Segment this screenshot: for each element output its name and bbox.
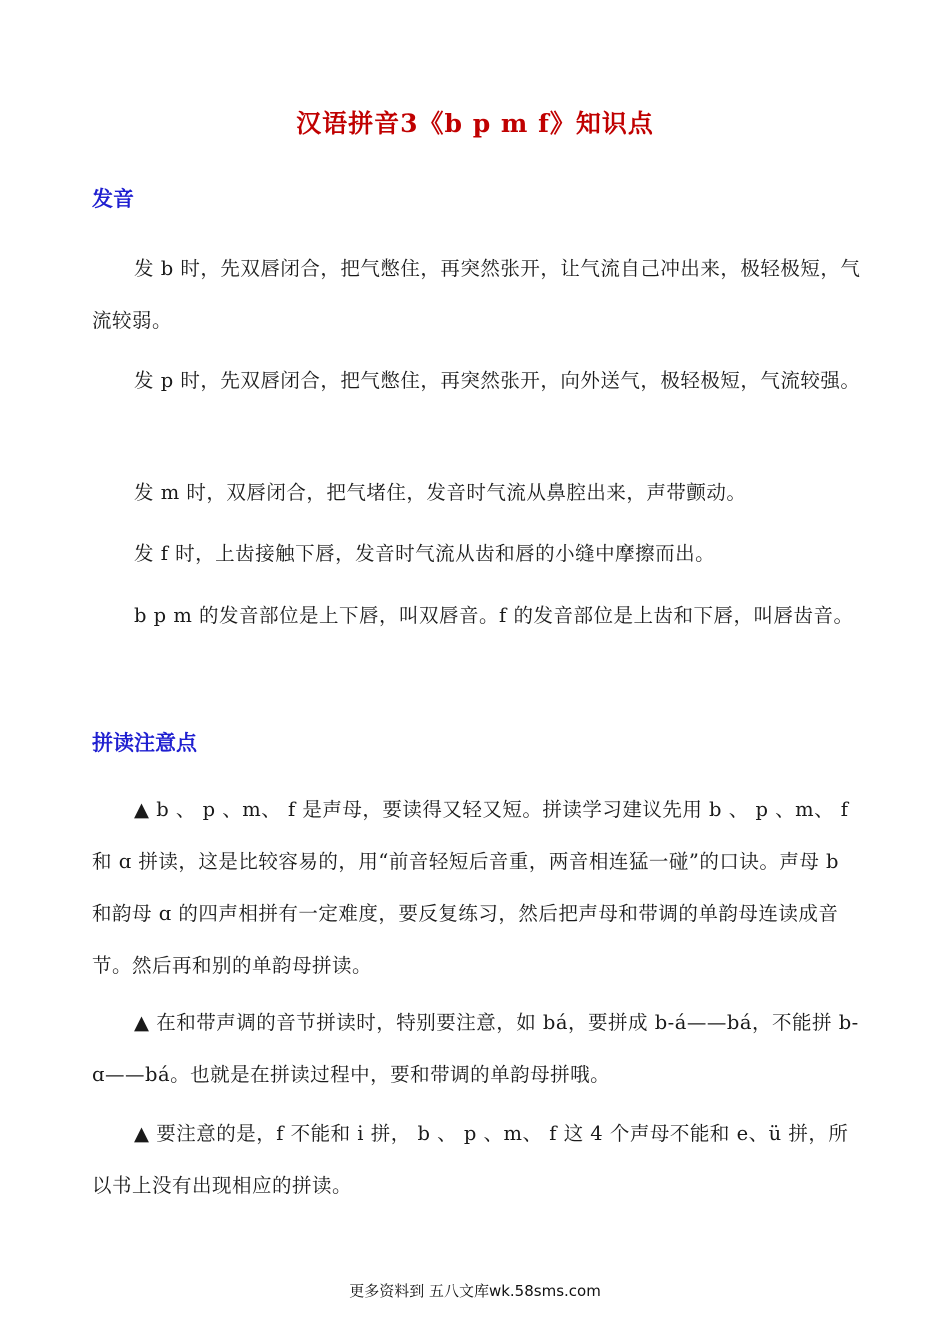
paragraph-articulation: b p m 的发音部位是上下唇，叫双唇音。f 的发音部位是上齿和下唇，叫唇齿音。 [134,604,854,627]
paragraph-f: 发 f 时，上齿接触下唇，发音时气流从齿和唇的小缝中摩擦而出。 [134,542,716,565]
page-title: 汉语拼音3《b p m f》知识点 [296,109,654,138]
paragraph-p: 发 p 时，先双唇闭合，把气憋住，再突然张开，向外送气，极轻极短，气流较强。 [134,369,861,392]
paragraph-spelling-note-1: ▲ b 、 p 、m、 f 是声母，要读得又轻又短。拼读学习建议先用 b 、 p 、m、 f 和 ɑ 拼读，这是比较容易的，用“前音轻短后音重，两音相连猛一碰”的口诀。声母 b 和韵母 ɑ 的四声相拼有一定难度，要反复练习，然后把声母和带调的单韵母连读成音节。然后再和别的单韵母拼读。 [92,798,849,977]
section-heading-pronunciation: 发音 [92,187,134,211]
paragraph-m: 发 m 时，双唇闭合，把气堵住，发音时气流从鼻腔出来，声带颤动。 [134,481,747,504]
footer-link[interactable]: 更多资料到 五八文库wk.58sms.com [349,1282,601,1300]
paragraph-spelling-note-2: ▲ 在和带声调的音节拼读时，特别要注意，如 bá，要拼成 b-á——bá，不能拼 b-ɑ——bá。也就是在拼读过程中，要和带调的单韵母拼哦。 [92,1011,859,1086]
paragraph-spelling-note-3: ▲ 要注意的是，f 不能和 i 拼， b 、 p 、m、 f 这 4 个声母不能和 e、ü 拼，所以书上没有出现相应的拼读。 [92,1122,849,1197]
paragraph-b: 发 b 时，先双唇闭合，把气憋住，再突然张开，让气流自己冲出来，极轻极短，气流较弱。 [92,257,861,332]
section-heading-spelling: 拼读注意点 [92,731,197,755]
